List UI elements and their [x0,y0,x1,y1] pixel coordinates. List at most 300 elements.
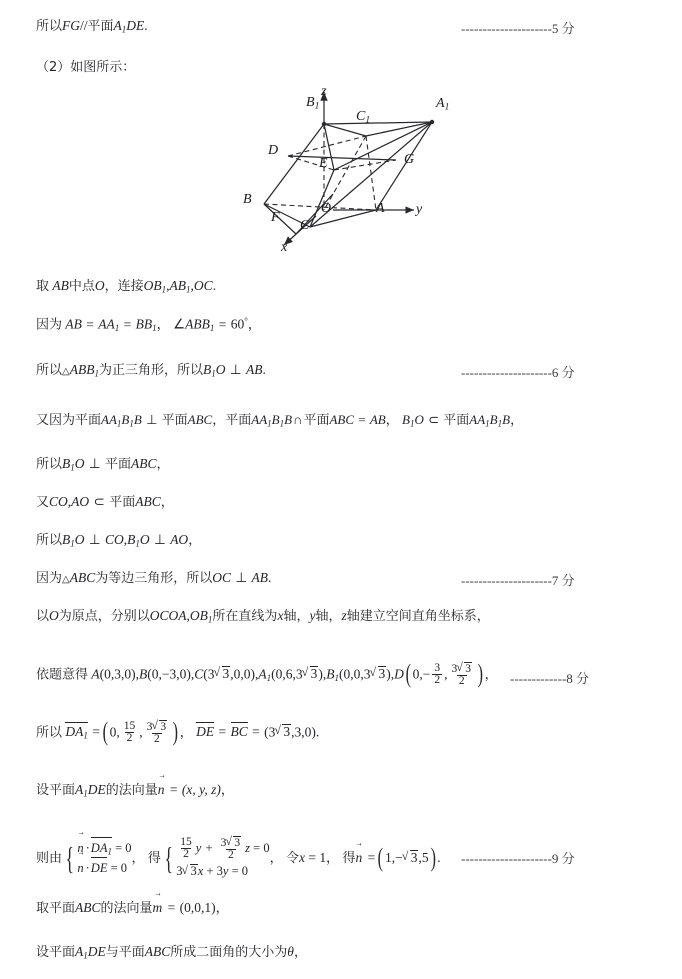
comma-12a: , [135,666,140,682]
frac-13-1 [122,721,138,745]
sqrt-c-val: 3 [222,666,230,682]
label-a: A [376,201,385,216]
plane-b-4: B [284,412,293,427]
label-b1 [306,95,319,112]
line-equation-system [36,836,441,882]
sys1-dot-1: · [85,840,90,855]
comma-15a: ， [131,851,145,866]
text-suoyi-7: 所以 [36,457,63,472]
text-normal-vector-14: 的法向量 [105,783,158,798]
paren-close-13: ) [172,716,179,746]
coord-c-rest: ,0,0) [230,666,256,682]
label-o: O [321,201,332,216]
line-co-ao-subset [36,494,174,511]
text-suoyi: 所以 [36,19,63,34]
sqrt-15-3-val: 3 [190,864,197,879]
text-qu-plane-16: 取平面 [36,901,76,916]
sys1-vec-da1-text: DA [90,840,108,855]
brace-open-2: { [164,840,173,877]
plane-aa1-3: AA [469,412,486,427]
plus-15-1: + [205,841,213,856]
triangle-symbol-10: △ [62,574,70,585]
sub6-7: 1 [497,418,503,429]
equals-1: = [86,316,94,332]
frac-15-2 [219,836,244,862]
comma-end-9: ， [188,533,202,548]
plane-a1-14: A [75,782,84,797]
comma-12e: , [390,666,395,682]
period: . [144,18,148,33]
axis-x-11: x [277,608,284,623]
frac-13-2-den: 2 [153,733,160,746]
frac-d1-den: 2 [434,674,441,687]
comma-4: ， [156,317,170,333]
frac-13-1-den: 2 [126,732,133,745]
label-axis-z: z [321,84,327,99]
hidden-c1-o [324,136,366,210]
plane-abc-7: ABC [131,456,157,471]
perp-symbol-6: ⊥ [146,412,158,427]
plane-abc-8: ABC [135,494,161,509]
seg-ab-10: AB [251,570,269,585]
line-dihedral-angle-def [36,944,307,961]
sub-aa1: 1 [114,323,120,334]
plane-abc-16: ABC [75,900,101,915]
sub-a1-17: 1 [83,950,88,961]
point-o-9a: O [74,532,85,547]
label-c1-text: C [356,109,366,124]
coord-a1-close: ) [318,666,323,682]
var-x-let: x [299,850,306,865]
system-2 [161,836,270,882]
sqrt-15-3 [183,862,198,881]
plane-abc-6a: ABC [187,412,213,427]
frac-d1-num: 3 [434,661,441,674]
hidden-b-a [264,204,376,210]
comma-9: , [123,532,128,547]
comma-8a: , [67,494,72,509]
angle-symbol: ∠ [173,316,186,332]
equals-6: = [358,412,366,427]
point-o-5: O [215,362,226,377]
frac-13-1-num: 15 [123,719,136,732]
line-equilateral-abc [36,570,271,587]
label-axis-x: x [281,240,288,255]
coord-b1-close: ) [386,666,391,682]
sub6-6: 1 [485,418,490,429]
comma-end-8: ， [160,495,174,510]
sub-ab1: 1 [186,284,191,295]
text-she-plane-14: 设平面 [36,783,76,798]
period-13: . [315,724,320,740]
sub-tri-abb1: 1 [94,368,99,379]
result-n-open: 1,− [384,850,403,865]
plane-a1-17: A [75,944,84,959]
subscript-1: 1 [121,24,127,35]
coord-d-mid: , [444,666,448,682]
sqrt-15-4 [403,850,419,866]
text-de-15: 得 [147,851,161,866]
theta-symbol: θ [287,944,294,959]
label-axis-y: y [416,202,423,217]
line-plane-perpendicular-condition [36,412,523,429]
frac-15-1-num: 15 [180,835,192,848]
sys1-vec-da1 [91,839,112,859]
segment-ab: AB [52,278,69,293]
var-y-15b: y [222,864,229,879]
equals-16: = [167,900,176,915]
line-normal-vector-def [36,782,234,799]
frac-15-1 [178,837,194,861]
text-qu: 取 [36,279,50,294]
equals-15-result: = [367,850,376,865]
text-suoyi-13: 所以 [36,725,63,741]
comma-15b: ， [269,851,283,866]
var-z-15: z [245,841,251,856]
perp-symbol-7: ⊥ [88,456,101,471]
axis-z-11: z [341,608,347,623]
frac-d2-den: 2 [458,675,465,688]
line-part2-label: （2）如图所示： [36,60,136,75]
paren-close-d: ) [477,658,483,688]
degree-symbol: ° [244,316,248,326]
system-1 [62,839,132,879]
sub-b1-12: 1 [334,672,340,683]
period-15: . [437,850,441,865]
line-coordinate-system-setup [36,608,490,625]
plane-abc-17: ABC [144,944,171,959]
sqrt-b1-val: 3 [378,666,386,682]
comma-15c: ， [326,851,340,866]
brace-open-1: { [65,840,74,877]
triangle-symbol: △ [62,366,70,377]
sub-ob1: 1 [161,284,167,295]
comma-13: ， [179,725,193,741]
equals-14: = [169,782,178,797]
intersection-symbol: ∩ [293,412,303,427]
plane-de-17: DE [87,944,106,959]
sub6-2: 1 [129,418,134,429]
score-leader-5: ---------------------5 分 [461,21,575,36]
seg-ab-6: AB [369,412,386,427]
sqrt-c [215,666,231,682]
paren-open-13: ( [102,716,108,746]
plane-b-6: B [502,412,511,427]
plane-aa1-1: AA [101,412,117,427]
text-yinwei: 因为 [36,317,63,333]
sub-bb1: 1 [152,323,157,334]
sys1-vec-de: DE [91,859,108,878]
plane-b-3: B [271,412,280,427]
normal-vector-n-value: (x, y, z) [181,782,221,797]
tri-abc-10: ABC [69,570,96,585]
sqrt-13-3 [275,724,291,740]
score-leader-7: ---------------------7 分 [461,573,575,588]
plane-b-5: B [489,412,498,427]
frac-d2-num [449,662,474,676]
text-plane-6d: 平面 [443,413,470,428]
sqrt-13-3-val: 3 [283,724,291,740]
system-2-rows [176,836,269,882]
text-plane-8: 平面 [109,495,136,510]
seg-ab-4: AB [65,316,82,332]
coord-point-a1: A [258,666,267,682]
frac-13-2-num [145,720,170,734]
text-axis1-11: 轴， [283,609,310,624]
point-a1: A [113,18,122,33]
vec-13-mid: , [139,724,143,740]
equals-2: = [123,316,132,332]
frac-15-2-pre: 3 [220,836,227,849]
parallel-symbol: // [80,18,88,33]
text-plane-6a: 平面 [161,413,188,428]
vector-da1-text: DA [65,724,84,740]
text-dihedral-17: 所成二面角的大小为 [170,945,288,960]
line-point-coordinates [36,658,498,688]
label-c1-sub: 1 [365,115,371,126]
period-10: . [268,570,272,585]
x-value-15: = 1 [308,850,327,865]
sub9-2: 1 [135,538,140,549]
label-d: D [268,143,279,158]
coord-point-d: D [394,666,404,682]
text-axis3-11: 轴建立空间直角坐标系， [346,609,490,624]
coord-point-b1: B [326,666,335,682]
comma-end-14: ， [220,783,234,798]
equals-13b: = [218,724,227,740]
vec-13-open: 0, [109,724,120,740]
line-two-perpendiculars [36,532,201,549]
sqrt-d2-val: 3 [465,662,471,675]
seg-oa-11: OA [168,608,187,623]
seg-bb1: BB [135,316,153,332]
edge-b1-a1 [324,122,432,124]
point-o-11: O [49,608,59,623]
text-she-plane-17: 设平面 [36,945,76,960]
line-because-equal-sides [36,316,261,334]
sqrt-13-2-val: 3 [160,720,167,733]
label-a1-text: A [436,96,445,111]
plane-aa1-2: AA [251,412,268,427]
plane-de-14: DE [87,782,106,797]
paren-close-15: ) [430,842,436,872]
seg-ao-8: AO [71,494,90,509]
point-b-9a: B [62,532,71,547]
var-x-15: x [197,864,204,879]
vec-13-val-rest: ,3,0) [291,724,316,740]
seg-ab-5: AB [246,362,263,377]
text-you-8: 又 [36,495,50,510]
label-b1-text: B [306,95,315,110]
sqrt-13-2 [152,720,167,734]
sqrt-15-4-val: 3 [410,850,418,865]
coord-a1-open: (0,6,3 [271,666,303,682]
line-vector-values [36,716,320,746]
point-o: O [94,278,105,293]
paren-open-15: ( [377,842,384,872]
equals-13c: = [252,724,260,740]
line-take-midpoint: 取 AB中点O，连接$OB_1,AB_1,OC$. [36,278,217,295]
text-line-11: 所在直线为 [212,609,278,624]
line-b1o-perp-plane [36,456,170,473]
text-de2-15: 得 [342,851,356,866]
comma-end-17: ， [293,945,307,960]
label-g: G [404,152,415,167]
text-plane-7: 平面 [105,457,132,472]
seg-oc-10: OC [212,570,231,585]
system-1-row-1 [77,839,131,859]
plus-15-2: + 3 [206,864,223,879]
comma-end-4: ， [247,317,261,333]
frac-d-2 [449,662,474,688]
tri-abb1: ABB [69,362,95,377]
vector-da1-sub: 1 [83,730,88,741]
frac-15-1-den: 2 [183,848,189,861]
sub-b1-5: 1 [211,368,216,379]
text-equilateral: 为正三角形，所以 [98,363,203,378]
sub6-3: 1 [267,418,272,429]
text-ling-15: 令 [286,851,300,866]
text-normal-vector-16: 的法向量 [100,901,153,916]
frac-13-2-pre: 3 [146,720,153,733]
normal-vector-n: → n [158,782,166,798]
sqrt-15-2 [226,836,241,850]
seg-aa1: AA [98,316,115,332]
comma-end-16: ， [215,901,229,916]
text-suoyi-9: 所以 [36,533,63,548]
line-conclusion-fg-parallel [36,18,148,35]
subset-symbol-6: ⊂ [428,412,440,427]
text-plane-6b: 平面 [225,413,252,428]
text-yitiyide: 依题意得 [36,667,89,683]
sys1-vec-da1-sub: 1 [107,846,112,857]
sub6-5: 1 [409,418,415,429]
score-leader-8: -------------8 分 [510,671,590,686]
text-equilateral-10: 为等边三角形，所以 [95,571,213,586]
sub-a1-12: 1 [266,672,272,683]
perp-symbol-10: ⊥ [235,570,248,585]
frac-15-2-den: 2 [228,849,234,862]
normal-vector-m-value: (0,0,1) [179,900,216,915]
point-b-7: B [62,456,71,471]
line-normal-vector-m [36,900,229,917]
frac-d2-pre: 3 [451,662,458,675]
segment-fg: FG [62,18,81,33]
seg-ao-9: AO [170,532,189,547]
text-midpoint: 中点 [68,279,95,294]
sqrt-15-2-val: 3 [234,836,241,849]
system-2-row-2 [176,862,269,881]
vec-13-val-open: (3 [264,724,276,740]
point-b1-5: B [202,362,212,377]
seg-co-9: CO [105,532,124,547]
text-yi-11: 以 [36,609,50,624]
comma-11: , [186,608,190,623]
seg-oc-11: OC [149,608,169,623]
system-1-rows [77,839,131,879]
eq-15-1: = 0 [253,841,270,856]
frac-d-1 [432,663,442,687]
line-equilateral-conclusion [36,362,266,379]
coord-point-b: B [139,666,148,682]
point-b-9b: B [127,532,136,547]
comma-12b: , [190,666,195,682]
period-3: . [212,278,217,293]
coord-b-value: (0,−3,0) [147,666,191,682]
comma-end-12: ， [484,667,498,683]
point-o-7: O [74,456,85,471]
coord-d-x: 0,− [412,666,431,682]
label-e: E [319,156,328,171]
system-1-row-2 [77,859,131,878]
text-origin-11: 为原点，分别以 [58,609,150,624]
result-vector-n: → n [356,850,364,866]
label-a1-sub: 1 [444,102,450,113]
comma-6b: ， [385,413,399,428]
text-axis2-11: 轴， [315,609,342,624]
vector-da1 [65,724,88,741]
sys1-dot-2: · [85,861,90,876]
sys1-eq-1: = 0 [115,840,132,855]
sys1-eq-2: = 0 [110,861,128,876]
point-b-6: B [402,412,410,427]
eq-15-2: = 0 [231,864,249,879]
text-plane-6c: 平面 [303,413,330,428]
comma-12c: , [255,666,259,682]
subset-symbol-8: ⊂ [93,494,105,509]
equals-3: = [218,316,227,332]
perp-symbol-9a: ⊥ [88,532,101,547]
seg-ob1-11: OB [189,608,208,623]
sqrt-d2 [457,662,472,676]
sub-abb1: 1 [209,323,215,334]
text-plane: 平面 [87,19,114,34]
comma-12d: , [322,666,327,682]
sqrt-b1 [371,666,387,682]
system-2-row-1 [176,836,269,862]
frac-15-2-num [219,836,244,850]
comma-end-7: ， [156,457,170,472]
text-zeyou: 则由 [36,851,63,866]
var-y-15: y [195,841,202,856]
segment-ob1: OB [143,278,162,293]
coord-c-open: (3 [203,666,215,682]
sys1-n-2: → n [77,859,84,878]
equals-13a: = [92,724,100,740]
edge-d-g [288,156,396,160]
sys1-n-1: → n [77,839,84,858]
result-n-rest: ,5 [418,850,429,865]
period-5: . [262,362,266,377]
axis-y-11: y [309,608,316,623]
label-b: B [243,192,252,207]
sqrt-a1-val: 3 [310,666,318,682]
prism-diagram [236,82,476,257]
comma-6a: ， [212,413,226,428]
paren-open-d: ( [405,658,411,688]
score-leader-9: ---------------------9 分 [461,851,575,866]
coef-15-2: 3 [176,864,183,879]
frac-13-2 [145,720,170,746]
point-o-9b: O [139,532,150,547]
segment-oc: OC [193,278,213,293]
text-connect: ，连接 [104,279,144,294]
label-a1 [436,96,449,113]
text-youyinwei-plane: 又因为平面 [36,413,102,428]
coord-point-c: C [194,666,204,682]
segment-ab1: AB [169,278,187,293]
perp-symbol-9b: ⊥ [154,532,166,547]
